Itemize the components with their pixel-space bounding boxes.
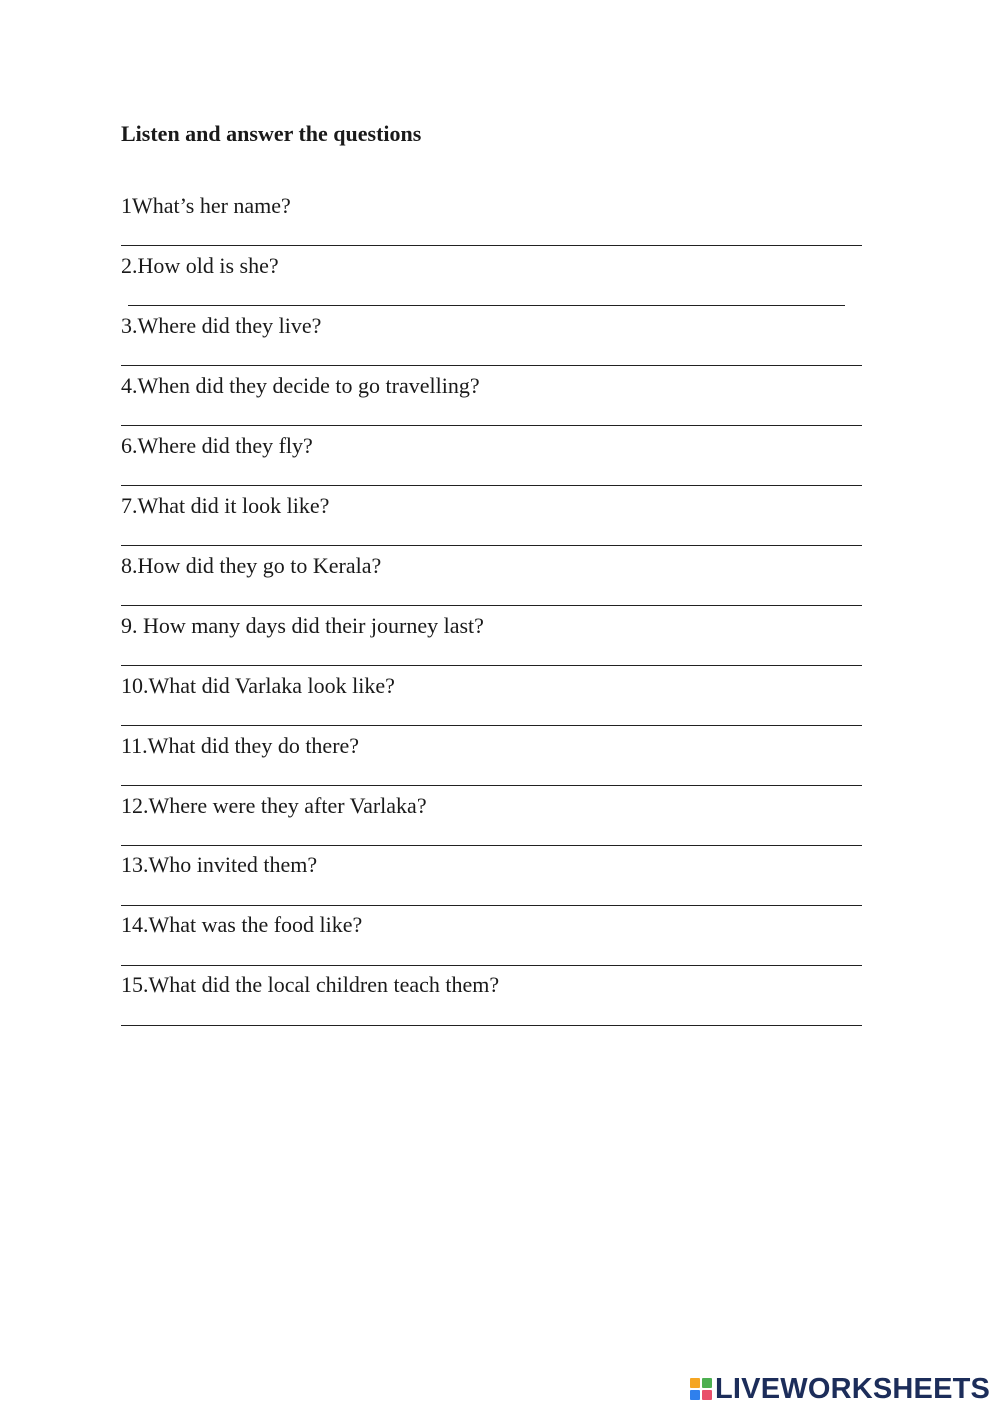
answer-line-7[interactable] — [121, 545, 862, 546]
question-6: 6.Where did they fly? — [121, 433, 313, 458]
answer-line-11[interactable] — [121, 785, 862, 786]
liveworksheets-logo — [690, 1372, 990, 1406]
answer-line-6[interactable] — [121, 485, 862, 486]
question-14: 14.What was the food like? — [121, 912, 363, 937]
answer-line-13[interactable] — [121, 905, 862, 906]
question-15: 15.What did the local children teach them? — [121, 972, 500, 997]
answer-line-15[interactable] — [121, 1025, 862, 1026]
question-11: 11.What did they do there? — [121, 733, 360, 758]
answer-line-14[interactable] — [121, 965, 862, 966]
answer-line-1[interactable] — [121, 245, 862, 246]
question-2: 2.How old is she? — [121, 253, 279, 278]
question-9: 9. How many days did their journey last? — [121, 613, 484, 638]
question-3: 3.Where did they live? — [121, 313, 322, 338]
worksheet-title: Listen and answer the questions — [121, 121, 422, 146]
question-7: 7.What did it look like? — [121, 493, 330, 518]
answer-line-9[interactable] — [121, 665, 862, 666]
liveworksheets-logo-text: LIVEWORKSHEETS — [715, 1373, 991, 1405]
answer-line-12[interactable] — [121, 845, 862, 846]
liveworksheets-logo-icon — [690, 1376, 712, 1402]
answer-line-3[interactable] — [121, 365, 862, 366]
question-4: 4.When did they decide to go travelling? — [121, 373, 480, 398]
answer-line-4[interactable] — [121, 425, 862, 426]
question-1: 1What’s her name? — [121, 193, 291, 218]
answer-line-2[interactable] — [128, 305, 845, 306]
answer-line-8[interactable] — [121, 605, 862, 606]
answer-line-10[interactable] — [121, 725, 862, 726]
question-13: 13.Who invited them? — [121, 852, 318, 877]
question-12: 12.Where were they after Varlaka? — [121, 793, 427, 818]
question-8: 8.How did they go to Kerala? — [121, 553, 382, 578]
question-10: 10.What did Varlaka look like? — [121, 673, 395, 698]
